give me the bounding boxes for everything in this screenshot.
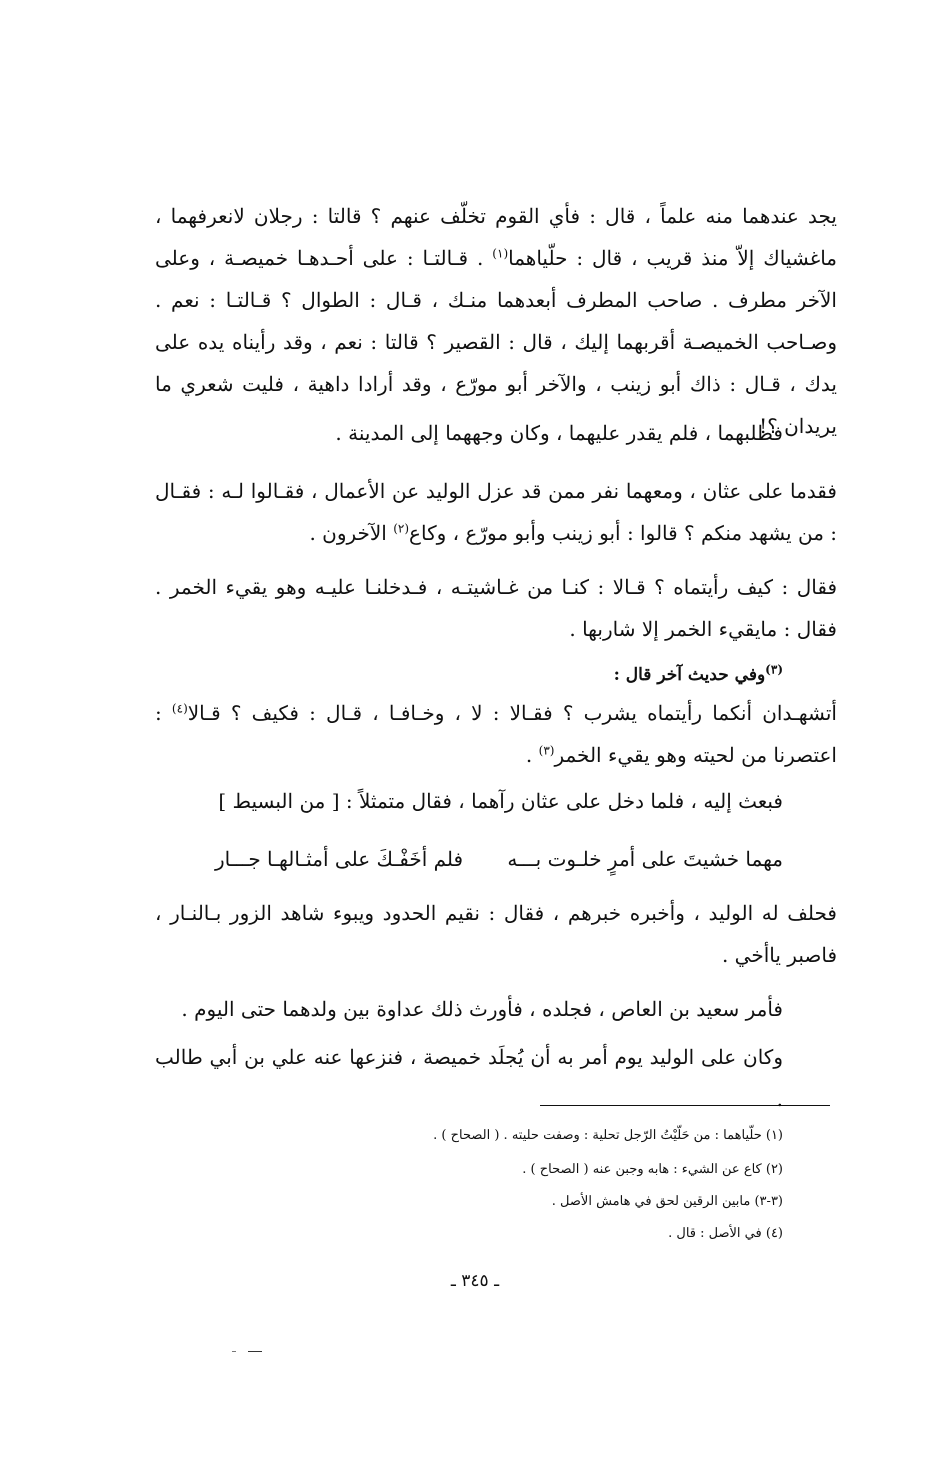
paragraph-6-end: . (525, 743, 539, 767)
section-heading (155, 660, 783, 690)
scan-artifact-mark (248, 1351, 262, 1352)
footnote-ref-2: (٢) (393, 521, 410, 536)
paragraph-1 (155, 195, 837, 447)
paragraph-8 (155, 892, 837, 976)
paragraph-7 (155, 780, 783, 822)
paragraph-7-text: فبعث إليه ، فلما دخل على عثان رآهما ، فقال متمثلاً : [ من البسيط ] (218, 789, 783, 813)
paragraph-9 (155, 988, 783, 1030)
paragraph-10 (155, 1036, 783, 1120)
footnote-ref-1: (١) (492, 246, 509, 261)
paragraph-6-text: أتشهـدان أنكما رأيتماه يشرب ؟ فقـالا : لا ، وخـافـا ، قـال : فكيف ؟ قـالا (187, 701, 837, 725)
footnote-ref-4: (٤) (171, 701, 188, 716)
paragraph-1-text: يجد عندهما منه علماً ، قال : فأي القوم تخلّف عنهم ؟ قالتا : رجلان لانعرفهما ، ماغشياك إلاّ منذ قريب ، قال : حلّياهما (155, 204, 837, 270)
paragraph-10-text: وكان على الوليد يوم أمر به أن يُجلَد خميصة ، فنزعها عنه علي بن أبي طالب . (155, 1045, 783, 1111)
paragraph-3-continuation: الآخرون . (309, 521, 394, 545)
page-number: ـ ٣٤٥ ـ (450, 1271, 500, 1291)
footnote-divider (540, 1105, 830, 1106)
paragraph-9-text: فأمر سعيد بن العاص ، فجلده ، فأورث ذلك عداوة بين ولدهما حتى اليوم . (181, 997, 783, 1021)
paragraph-2-text: فطلبهما ، فلم يقدر عليهما ، وكان وجههما إلى المدينة . (335, 421, 783, 445)
paragraph-4-text: فقال : كيف رأيتماه ؟ قـالا : كنـا من غـاشيتـه ، فـدخلنـا عليـه وهو يقيء الخمر . فقال : مايقيء الخمر إلا شاربها . (155, 575, 837, 641)
footnote-4: (٤) في الأصل : قال . (668, 1226, 783, 1241)
paragraph-2 (155, 412, 783, 454)
verse-second-hemistich: فلم أخَفْـكَ على أمثـالهـا جـــار (215, 847, 464, 871)
poetry-verse (200, 838, 783, 880)
footnote-ref-3-close: (٣) (538, 743, 555, 758)
paragraph-4 (155, 566, 837, 650)
footnote-3: (٣-٣) مابين الرقين لحق في هامش الأصل . (551, 1194, 783, 1209)
paragraph-6 (155, 692, 837, 776)
verse-first-hemistich: مهما خشيتَ على أمرٍ خلـوت بـــه (507, 847, 783, 871)
paragraph-8-text: فحلف له الوليد ، وأخبره خبرهم ، فقال : نقيم الحدود ويبوء شاهد الزور بـالنـار ، فاصبر ياأخي . (155, 901, 837, 967)
footnote-1: (١) حلّياهما : من حَلّيْتُ الرّجل تحلية : وصفت حليته . ( الصحاح ) . (433, 1128, 783, 1143)
section-heading-text: وفي حديث آخر قال : (613, 665, 766, 685)
paragraph-3 (155, 470, 837, 554)
footnote-2: (٢) كاع عن الشيء : هابه وجبن عنه ( الصحاح ) . (522, 1162, 783, 1177)
footnote-ref-3: (٣) (765, 662, 783, 677)
scan-artifact (232, 1351, 236, 1352)
paragraph-6-continuation: : اعتصرنا من لحيته وهو يقيء الخمر (155, 701, 837, 767)
paragraph-3-text: فقدما على عثان ، ومعهما نفر ممن قد عزل الوليد عن الأعمال ، فقـالوا لـه : فقـال : من يشهد منكم ؟ قالوا : أبو زينب وأبو مورّع ، وكاع (155, 479, 837, 545)
paragraph-1-continuation: . قـالتـا : على أحـدهـا خميصـة ، وعلى الآخر مطرف . صاحب المطرف أبعدهما منـك ، قـال : الطوال ؟ قـالتـا : نعم . وصـاحب الخميصـة أقربهما إليك ، قال : القصير ؟ قالتا : نعم ، وقد رأيناه يده على يدك ، قـال : ذاك أبو زينب ، والآخر أبو مورّع ، وقد أرادا داهية ، فليت شعري ما يريدان ؟! (155, 246, 837, 438)
